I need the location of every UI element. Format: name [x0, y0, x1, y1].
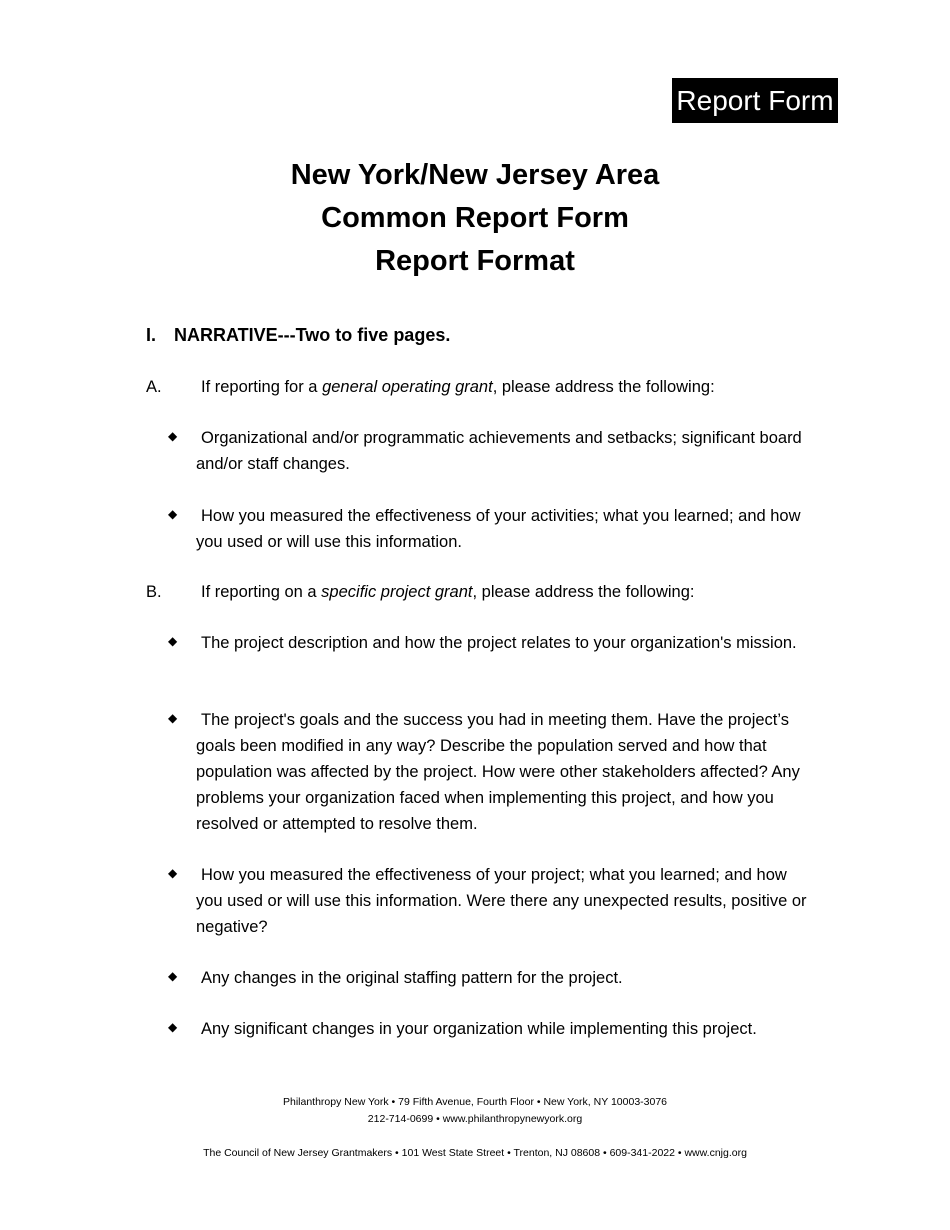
part-b-intro-post: , please address the following: — [472, 583, 695, 601]
part-a-bullet-2-text: How you measured the effectiveness of your activities; what you learned; and how you used or will use this information. — [196, 507, 801, 551]
part-b-bullet-1-text: The project description and how the project relates to your organization's mission. — [201, 634, 797, 652]
bullet-diamond-icon: ◆ — [168, 634, 178, 648]
part-a-letter: A. — [146, 378, 162, 396]
part-b-bullet-2-text: The project's goals and the success you had in meeting them. Have the project’s goals been modified in any way? Describe the population served and how that population was affected by the project. How were other stakeholders affected? Any problems your organization faced when implementing this project, and how you resolved or attempted to resolve them. — [196, 711, 800, 833]
report-form-badge: Report Form — [672, 78, 838, 123]
part-b-bullet-4-text: Any changes in the original staffing pattern for the project. — [201, 969, 623, 987]
part-a-bullet-1-text: Organizational and/or programmatic achievements and setbacks; significant board and/or staff changes. — [196, 429, 802, 473]
part-a-bullet-2 — [168, 503, 828, 555]
title-line-2: Common Report Form — [321, 202, 629, 234]
section-number: I. — [146, 325, 157, 345]
bullet-diamond-icon: ◆ — [168, 969, 178, 983]
part-a-intro-post: , please address the following: — [492, 378, 715, 396]
part-b-bullet-1 — [168, 630, 828, 656]
part-b-intro — [146, 579, 694, 605]
part-b-bullet-3-text: How you measured the effectiveness of your project; what you learned; and how you used or will use this information. Were there any unexpected results, positive or negative? — [196, 866, 807, 936]
part-b-bullet-5 — [168, 1016, 828, 1042]
footer-line-2: 212-714-0699 • www.philanthropynewyork.org — [367, 1113, 583, 1125]
footer-cnjg — [0, 1145, 950, 1162]
document-title — [0, 154, 950, 283]
section-heading — [146, 322, 450, 348]
section-heading-text: NARRATIVE---Two to five pages. — [174, 325, 451, 345]
part-b-letter: B. — [146, 583, 162, 601]
part-a-intro — [146, 374, 715, 400]
bullet-diamond-icon: ◆ — [168, 507, 178, 521]
bullet-diamond-icon: ◆ — [168, 866, 178, 880]
bullet-diamond-icon: ◆ — [168, 1020, 178, 1034]
part-a-intro-pre: If reporting for a — [201, 378, 323, 396]
footer-line-3: The Council of New Jersey Grantmakers • 101 West State Street • Trenton, NJ 08608 • 609-341-2022 • www.cnjg.org — [203, 1147, 747, 1159]
part-b-intro-pre: If reporting on a — [201, 583, 322, 601]
footer-line-1: Philanthropy New York • 79 Fifth Avenue, Fourth Floor • New York, NY 10003-3076 — [282, 1096, 668, 1108]
title-line-1: New York/New Jersey Area — [290, 159, 660, 191]
part-b-bullet-3 — [168, 862, 828, 940]
part-a-bullet-1 — [168, 425, 828, 477]
part-b-bullet-4 — [168, 965, 828, 991]
footer-philanthropy-ny — [0, 1094, 950, 1128]
part-a-intro-emphasis: general operating grant — [322, 378, 493, 396]
part-b-intro-emphasis: specific project grant — [321, 583, 473, 601]
bullet-diamond-icon: ◆ — [168, 711, 178, 725]
bullet-diamond-icon: ◆ — [168, 429, 178, 443]
part-b-bullet-5-text: Any significant changes in your organization while implementing this project. — [201, 1020, 757, 1038]
title-line-3: Report Format — [375, 245, 575, 277]
part-b-bullet-2 — [168, 707, 828, 837]
